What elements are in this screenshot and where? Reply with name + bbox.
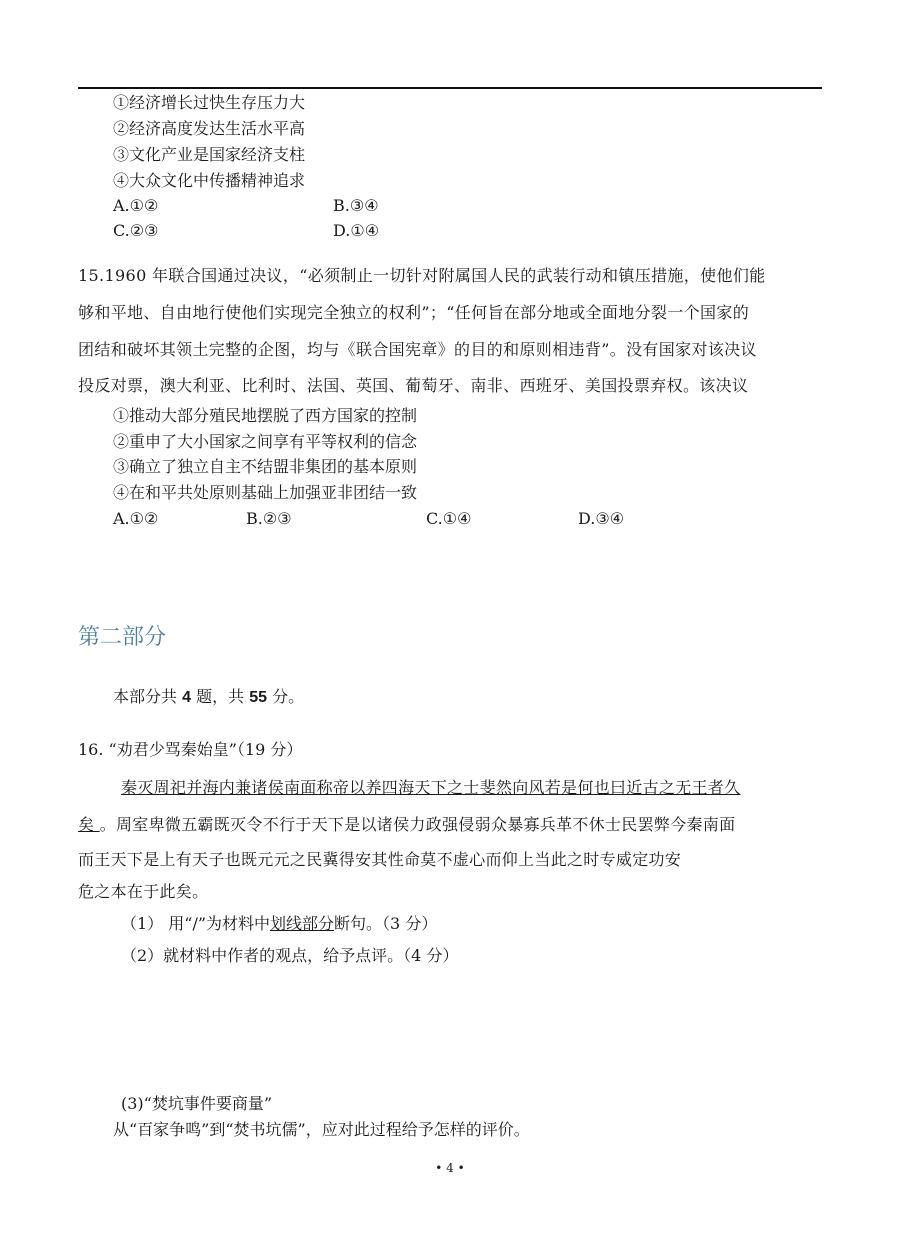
section-title: 第二部分 [78, 625, 167, 650]
q14-choice-d: D.①④ [333, 221, 380, 240]
q14-option-1: ①经济增长过快生存压力大 [113, 93, 306, 112]
q16-sub-question-1 [121, 914, 437, 934]
q15-option-1: ①推动大部分殖民地摆脱了西方国家的控制 [113, 406, 418, 425]
part2-question-count: 4 [182, 689, 192, 706]
q15-choice-c: C.①④ [426, 509, 472, 528]
q14-choice-b: B.③④ [333, 196, 379, 215]
q14-option-2: ②经济高度发达生活水平高 [113, 119, 306, 138]
q16-sub1-underlined: 划线部分 [270, 914, 335, 933]
q16-sub1-suffix: 断句。（3 分） [334, 914, 438, 933]
q16-passage-line-1 [121, 778, 781, 798]
q14-choice-c: C.②③ [113, 221, 159, 240]
q15-text-line-4: 投反对票，澳大利亚、比利时、法国、英国、葡萄牙、南非、西班牙、美国投票弃权。该决议 [78, 376, 749, 395]
q15-choice-d: D.③④ [578, 509, 625, 528]
q16-passage-line-4: 危之本在于此矣。 [78, 882, 209, 901]
page-number: • 4 • [435, 1161, 465, 1175]
q16-passage-line-3: 而王天下是上有天子也既元元之民冀得安其性命莫不虚心而仰上当此之时专威定功安 [78, 850, 682, 869]
header-rule [78, 87, 822, 89]
q15-text-line-1: 15.1960 年联合国通过决议，“必须制止一切针对附属国人民的武装行动和镇压措施，使他们能 [78, 266, 766, 285]
q16-passage-underlined-1: 秦灭周祀并海内兼诸侯南面称帝以养四海天下之士斐然向风若是何也曰近古之无王者久 [121, 778, 741, 797]
q15-option-3: ③确立了独立自主不结盟非集团的基本原则 [113, 457, 418, 476]
part2-intro-suffix: 分。 [272, 687, 305, 706]
q16-sub-question-3-prompt: 从“百家争鸣”到“焚书坑儒”，应对此过程给予怎样的评价。 [113, 1120, 530, 1139]
part2-intro-mid: 题，共 [196, 687, 245, 706]
q15-option-2: ②重申了大小国家之间享有平等权利的信念 [113, 432, 418, 451]
q16-passage-line-2 [78, 815, 788, 835]
q16-sub-question-3: (3)“焚坑事件要商量” [121, 1094, 273, 1113]
part2-intro-prefix: 本部分共 [113, 687, 178, 706]
part2-intro [113, 687, 304, 708]
q15-text-line-3: 团结和破坏其领土完整的企图，均与《联合国宪章》的目的和原则相违背”。没有国家对该决议 [78, 340, 757, 359]
q16-passage-rest-2: 。周室卑微五霸既灭令不行于天下是以诸侯力政强侵弱众暴寡兵革不休士民罢弊今秦南面 [99, 815, 736, 834]
q16-sub1-prefix: （1） 用“/”为材料中 [121, 914, 271, 933]
q14-option-4: ④大众文化中传播精神追求 [113, 171, 306, 190]
q14-option-3: ③文化产业是国家经济支柱 [113, 145, 306, 164]
q15-text-line-2: 够和平地、自由地行使他们实现完全独立的权利”；“任何旨在部分地或全面地分裂一个国家的 [78, 303, 750, 322]
q16-sub-question-2: （2）就材料中作者的观点，给予点评。（4 分） [121, 946, 459, 965]
q15-option-4: ④在和平共处原则基础上加强亚非团结一致 [113, 483, 418, 502]
q15-choice-b: B.②③ [246, 509, 292, 528]
q14-choice-a: A.①② [113, 196, 159, 215]
part2-total-points: 55 [249, 689, 268, 706]
q16-passage-underlined-2: 矣 [78, 815, 100, 834]
q15-choice-a: A.①② [113, 509, 159, 528]
q16-heading: 16. “劝君少骂秦始皇”（19 分） [78, 740, 303, 759]
